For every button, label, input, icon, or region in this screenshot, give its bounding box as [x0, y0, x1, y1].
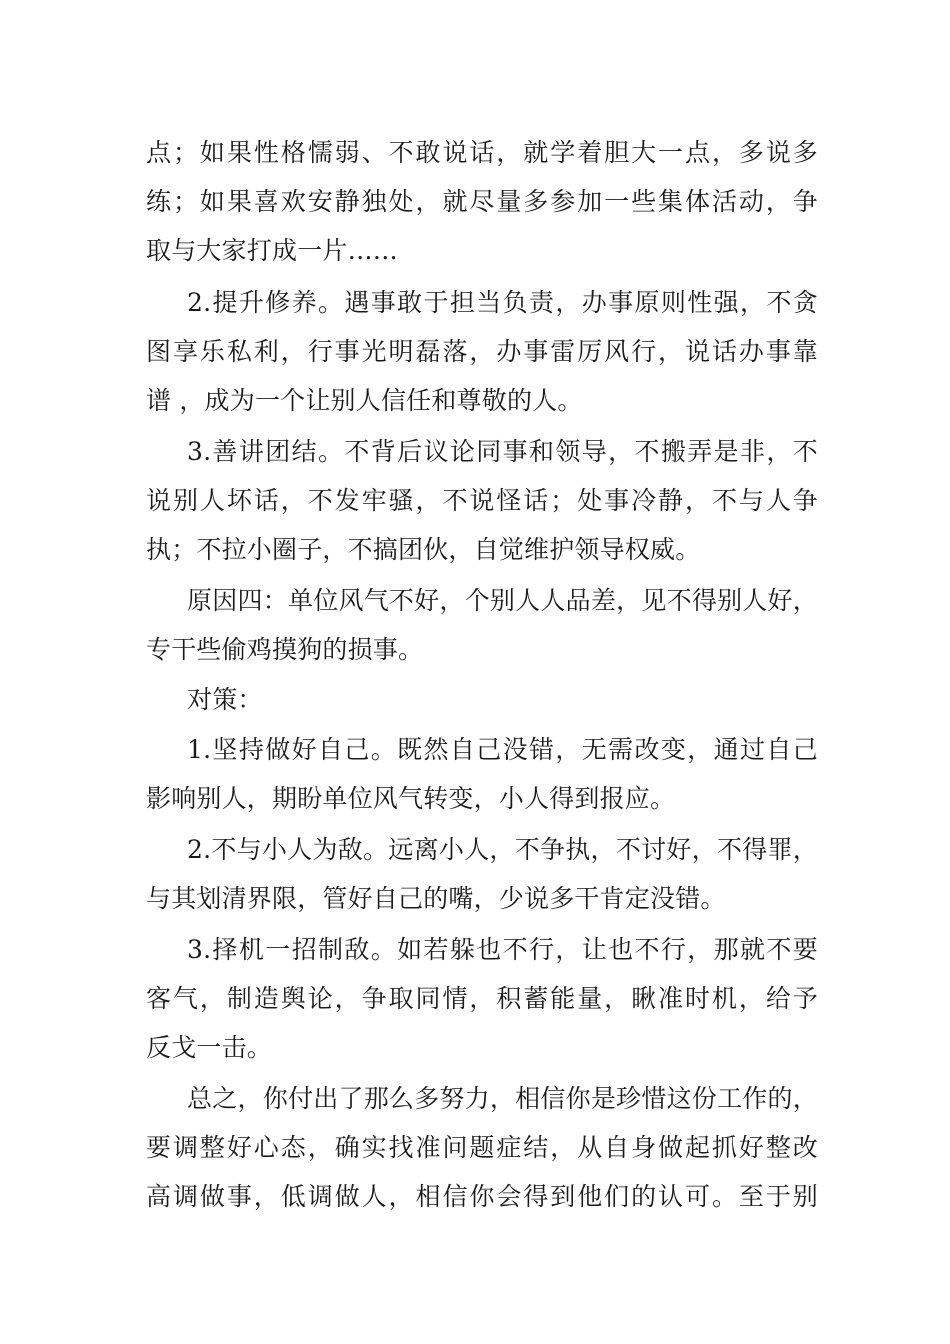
- text-line: 说别人坏话，不发牢骚，不说怪话；处事冷静，不与人争: [146, 486, 818, 515]
- paragraph-start: 总之，你付出了那么多努力，相信你是珍惜这份工作的，: [187, 1084, 818, 1113]
- paragraph-start: 1.坚持做好自己。既然自己没错，无需改变，通过自己: [187, 735, 818, 764]
- section-label: 对策：: [187, 685, 263, 714]
- text-line: 图享乐私利，行事光明磊落，办事雷厉风行，说话办事靠: [146, 337, 818, 366]
- paragraph-start: 原因四：单位风气不好，个别人人品差，见不得别人好，: [187, 586, 818, 615]
- text-line: 取与大家打成一片……: [146, 236, 399, 265]
- text-line: 要调整好心态，确实找准问题症结，从自身做起抓好整改: [146, 1133, 818, 1162]
- text-line: 客气，制造舆论，争取同情，积蓄能量，瞅准时机，给予: [146, 984, 818, 1013]
- text-line: 谱 ，成为一个让别人信任和尊敬的人。: [146, 386, 583, 415]
- paragraph-start: 3.择机一招制敌。如若躲也不行，让也不行，那就不要: [187, 935, 818, 964]
- text-line: 练；如果喜欢安静独处，就尽量多参加一些集体活动，争: [146, 187, 818, 216]
- paragraph-start: 2.不与小人为敌。远离小人，不争执，不讨好，不得罪，: [187, 835, 818, 864]
- text-line: 影响别人，期盼单位风气转变，小人得到报应。: [146, 784, 676, 813]
- text-line: 反戈一击。: [146, 1033, 273, 1062]
- paragraph-start: 2.提升修养。遇事敢于担当负责，办事原则性强，不贪: [187, 288, 818, 317]
- text-line: 点；如果性格懦弱、不敢说话，就学着胆大一点，多说多: [146, 138, 818, 167]
- text-line: 专干些偷鸡摸狗的损事。: [146, 635, 424, 664]
- text-line: 高调做事，低调做人，相信你会得到他们的认可。至于别: [146, 1182, 818, 1211]
- text-line: 执；不拉小圈子，不搞团伙，自觉维护领导权威。: [146, 535, 701, 564]
- paragraph-start: 3.善讲团结。不背后议论同事和领导，不搬弄是非，不: [187, 437, 818, 466]
- text-line: 与其划清界限，管好自己的嘴，少说多干肯定没错。: [146, 884, 726, 913]
